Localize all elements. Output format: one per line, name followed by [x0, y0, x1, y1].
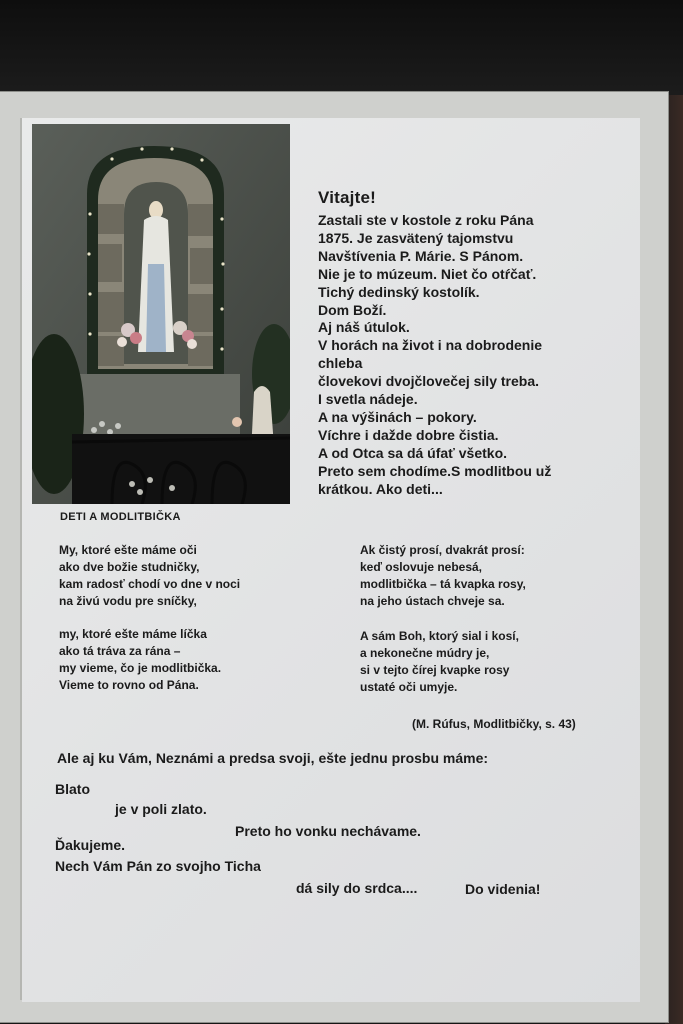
request-line: Ale aj ku Vám, Neznámi a predsa svoji, ešte jednu prosbu máme:	[57, 750, 489, 766]
poem-line: na živú vodu pre sníčky,	[59, 594, 197, 608]
welcome-line: Víchre i dažde dobre čistia.	[318, 426, 499, 443]
poem-stanza-4	[360, 628, 519, 696]
poem-stanza-2	[59, 626, 221, 694]
farewell: Do videnia!	[465, 881, 541, 897]
welcome-text	[318, 188, 628, 499]
welcome-line: Navštívenia P. Márie. S Pánom.	[318, 247, 524, 264]
fence-shadow	[72, 434, 290, 504]
welcome-line: Dom Boží.	[318, 301, 387, 318]
welcome-line: človekovi dvojčlovečej sily treba.	[318, 373, 539, 390]
grotto-illustration	[32, 124, 290, 504]
poem-line: na jeho ústach chveje sa.	[360, 594, 505, 608]
poem-line: my vieme, čo je modlitbička.	[59, 661, 222, 675]
welcome-line: Tichý dedinský kostolík.	[318, 283, 480, 300]
poem-line: A sám Boh, ktorý sial i kosí,	[360, 629, 519, 643]
framed-notice	[22, 118, 640, 1002]
poem-line: ustaté oči umyje.	[360, 680, 458, 694]
child-figure	[232, 417, 242, 427]
poem-line: si v tejto čírej kvapke rosy	[360, 663, 510, 677]
poem-line: ako dve božie studničky,	[59, 560, 200, 574]
poem-stanza-3	[360, 542, 526, 610]
welcome-line: A od Otca sa dá úfať všetko.	[318, 444, 508, 461]
poem-line: ako tá tráva za rána –	[59, 644, 181, 658]
poem-line: Ak čistý prosí, dvakrát prosí:	[360, 543, 525, 557]
poem-line: Vieme to rovno od Pána.	[59, 678, 199, 692]
wall-background	[0, 0, 683, 95]
welcome-line: chleba	[318, 355, 363, 372]
poem-source: (M. Rúfus, Modlitbičky, s. 43)	[412, 717, 576, 731]
poem-line: My, ktoré ešte máme oči	[59, 543, 197, 557]
welcome-line: krátkou. Ako deti...	[318, 480, 443, 497]
welcome-line: I svetla nádeje.	[318, 391, 418, 408]
closing-line: dá sily do srdca....	[296, 880, 418, 896]
poem-stanza-1	[59, 542, 240, 610]
closing-line: Ďakujeme.	[55, 837, 126, 853]
welcome-line: V horách na život i na dobrodenie	[318, 337, 543, 354]
poem-line: my, ktoré ešte máme líčka	[59, 627, 207, 641]
closing-line: Preto ho vonku nechávame.	[235, 823, 421, 839]
welcome-line: A na výšinách – pokory.	[318, 408, 477, 425]
welcome-line: Preto sem chodíme.S modlitbou už	[318, 462, 552, 479]
welcome-heading: Vitajte!	[318, 188, 376, 207]
poem-title: DETI A MODLITBIČKA	[60, 511, 181, 523]
poem-line: modlitbička – tá kvapka rosy,	[360, 577, 526, 591]
welcome-line: 1875. Je zasvätený tajomstvu	[318, 229, 514, 246]
poem-line: keď oslovuje nebesá,	[360, 560, 483, 574]
statue-sash	[146, 264, 166, 352]
poem-line: kam radosť chodí vo dne v noci	[59, 577, 241, 591]
welcome-line: Aj náš útulok.	[318, 319, 410, 336]
closing-line: Blato	[55, 781, 90, 797]
closing-line: Nech Vám Pán zo svojho Ticha	[55, 858, 261, 874]
closing-line: je v poli zlato.	[115, 801, 207, 817]
poem-line: a nekonečne múdry je,	[360, 646, 490, 660]
welcome-line: Nie je to múzeum. Niet čo otŕčať.	[318, 265, 537, 282]
welcome-line: Zastali ste v kostole z roku Pána	[318, 212, 534, 228]
grotto-photo	[32, 124, 290, 504]
